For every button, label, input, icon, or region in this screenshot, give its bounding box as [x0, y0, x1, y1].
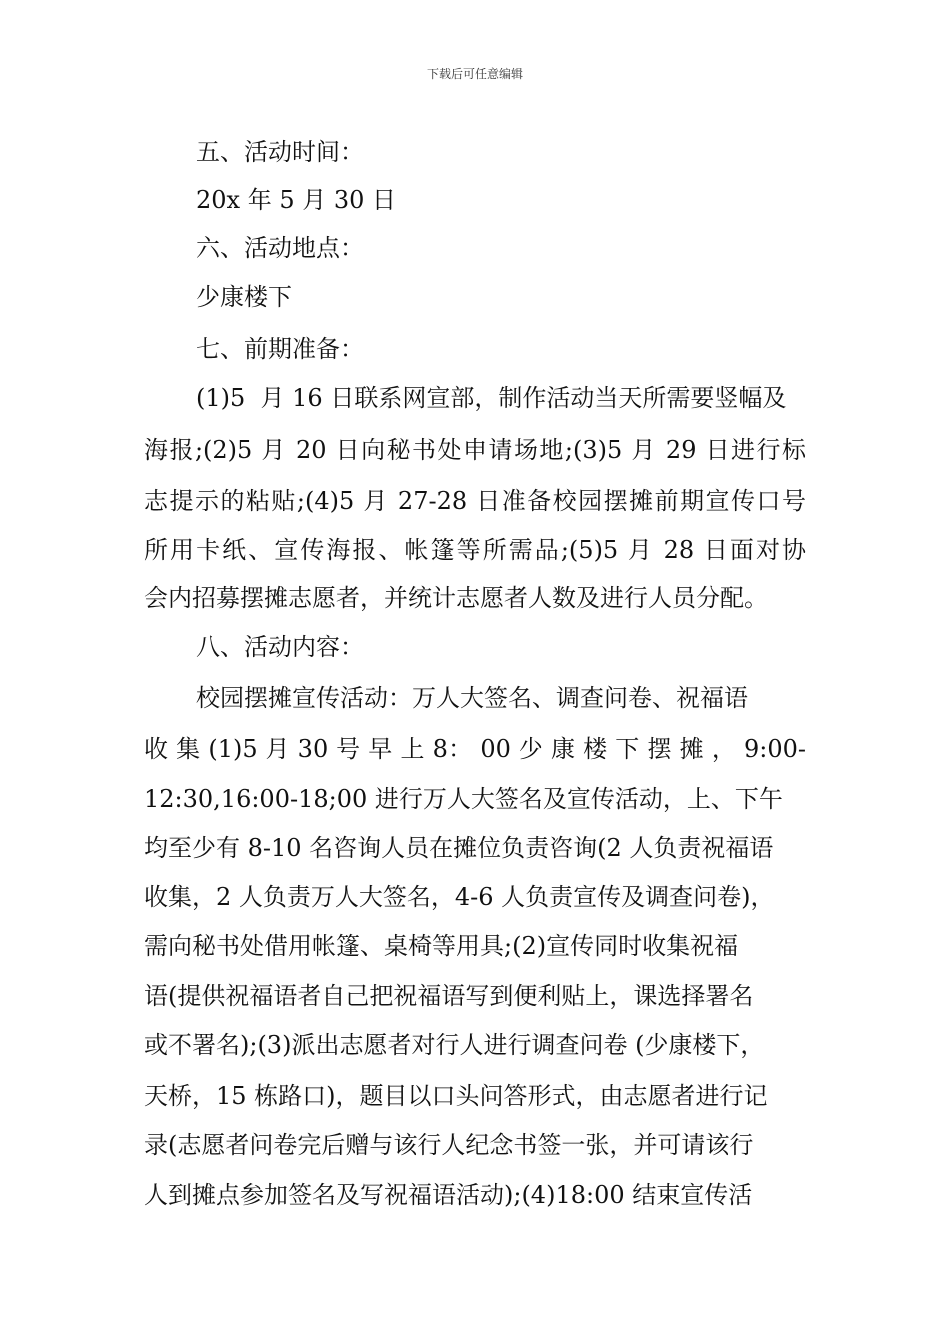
section-value-place: 少康楼下 — [196, 283, 292, 311]
paragraph-line: 校园摆摊宣传活动：万人大签名、调查问卷、祝福语 — [196, 684, 748, 712]
section-heading-place: 六、活动地点： — [196, 234, 364, 262]
paragraph-line: 需向秘书处借用帐篷、桌椅等用具;(2)宣传同时收集祝福 — [144, 932, 739, 960]
paragraph-line: 或不署名);(3)派出志愿者对行人进行调查问卷 (少康楼下， — [144, 1031, 765, 1059]
paragraph-line: 所用卡纸、宣传海报、帐篷等所需品;(5)5 月 28 日面对协 — [144, 536, 806, 564]
paragraph-line: 语(提供祝福语者自己把祝福语写到便利贴上，课选择署名 — [144, 982, 754, 1010]
paragraph-line: 天桥，15 栋路口)，题目以口头问答形式，由志愿者进行记 — [144, 1082, 768, 1110]
paragraph-line: 录(志愿者问卷完后赠与该行人纪念书签一张，并可请该行 — [144, 1131, 754, 1159]
paragraph-line: 收 集 (1)5 月 30 号 早 上 8： 00 少 康 楼 下 摆 摊 ， 9:00- — [144, 735, 806, 763]
page-header: 下载后可任意编辑 — [426, 67, 523, 81]
paragraph-line: 12:30,16:00-18;00 进行万人大签名及宣传活动，上、下午 — [144, 785, 783, 813]
paragraph-line: (1)5 月 16 日联系网宣部，制作活动当天所需要竖幅及 — [196, 384, 787, 412]
section-heading-prep: 七、前期准备： — [196, 335, 364, 363]
section-value-time: 20x 年 5 月 30 日 — [196, 186, 397, 214]
section-heading-time: 五、活动时间： — [196, 138, 364, 166]
paragraph-line: 志提示的粘贴;(4)5 月 27-28 日准备校园摆摊前期宣传口号 — [144, 487, 806, 515]
paragraph-line: 会内招募摆摊志愿者，并统计志愿者人数及进行人员分配。 — [144, 584, 768, 612]
paragraph-line: 均至少有 8-10 名咨询人员在摊位负责咨询(2 人负责祝福语 — [144, 834, 774, 862]
paragraph-line: 人到摊点参加签名及写祝福语活动);(4)18:00 结束宣传活 — [144, 1181, 753, 1209]
paragraph-line: 海报;(2)5 月 20 日向秘书处申请场地;(3)5 月 29 日进行标 — [144, 436, 806, 464]
section-heading-content: 八、活动内容： — [196, 633, 364, 661]
paragraph-line: 收集，2 人负责万人大签名，4-6 人负责宣传及调查问卷)， — [144, 883, 775, 911]
